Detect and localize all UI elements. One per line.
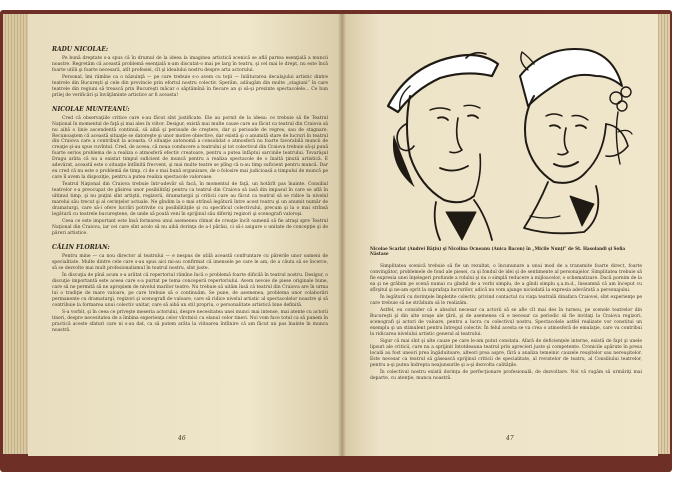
paragraph: În colectivul nostru există dorinţa de perfecţionare profesională, de dezvoltare. Noi vă rugăm să urmăriţi mai departe, cu atenţie, munca noastră. — [370, 370, 642, 382]
woman-portrait-sketch — [520, 49, 632, 233]
paragraph: Cred că observaţiile critice care s-au făcut sînt justificate. Ele au pornit de la ideea: ce trebuie să fie Teatrul Naţional în momentul de faţă şi mai ales în viitor. Desigur, există mai multe cauze care au făcut ca teatrul din Craiova să nu aibă o linie ascendentă continuă, să aibă şi perioade de creştere, dar şi perioade de regres, sau de stagnare. Recunoaştem că această situaţie se datoreşte şi unor motive obiective, dar există şi o anumită stare de lucruri în teatrul din Craiova care a contribuit la aceasta. O situaţie autonomă a consolidat o atmosferă nu foarte favorabilă muncii de creaţie şi-au spus cuvîntul. Cred, de aceea, că noua conducere a teatrului şi tot colectivul din Craiova trebuie să-şi pună foarte serios problema de a realiza o atmosferă efectiv creatoare, pentru a putea înfăptui sarcinile teatrului. Tovarăşul Dragu arăta că nu a existat timpul suficient de muncă pentru a realiza spectacole de o înaltă ţinută artistică. E adevărat, această este o situaţie întîlnită frecvent, şi mai multe teatre se plîng că n-au timp suficient pentru muncă. Dar eu cred că nu este o problemă de timp, ci de o mai bună organizare, de o folosire mai judicioasă a timpului de muncă pe care îl avem la dispoziţie, pentru a putea realiza spectacole valoroase. — [52, 115, 328, 180]
paragraph: Sigur că mai sînt şi alte cauze pe care le-am putut constata. Afară de deficienţele interne, există de fapt şi unele lipsuri ale criticii, care nu a sprijinit întotdeauna teatrul prin aprecieri juste şi competente. Cronicile apărute în presa locală au fost uneori prea îngăduitoare, alteori prea aspre, fără a analiza temeinic cauzele reuşitelor sau nereuşitelor. Este necesar ca teatrul să găsească sprijinul criticii de specialitate, al revistelor de teatru, al Consiliului teatrelor, pentru a-şi putea îndrepta neajunsurile şi a-şi dezvolta calităţile. — [370, 339, 642, 368]
left-page-text — [52, 46, 328, 335]
paragraph: Pe bună dreptate s-a spus că în drumul de la ideea la imaginea artistică scenică se află partea esenţială a muncii noastre. Regretăm că această problemă esenţială n-am discutat-o mai pe larg în teatru, şi cel mai le drept, nu este încă foarte utilă şi foarte necesară, atît profesiei, cît şi idealului nostru despre arta actorului. — [52, 56, 328, 73]
page-number: 46 — [178, 435, 186, 442]
paragraph: Ceea ce este important este însă formarea unui asemenea climat de creaţie încît oamenii să fie atraşi spre Teatrul Naţional din Craiova, iar cei care sînt acolo să nu aibă dorinţa de a-l părăsi, ci să-i asigure o unitate de concepţie şi de păreri artistice. — [52, 219, 328, 237]
section-heading: NICOLAE MUNTEANU: — [52, 105, 130, 113]
paragraph: Pentru mine — ca nou director al teatrului — e nespus de utilă această confruntare cu părerile unor oameni de specialitate. Multe dintre cele care s-au spus aici mi-au confirmat că imensele pe care le am, de a căuta să se încerce, să se dezvolte mai mult profesionalismul în teatrul nostru, sînt juste. — [52, 253, 328, 271]
right-page — [342, 14, 658, 456]
page-stack-left — [3, 14, 29, 454]
page-stack-right — [658, 14, 670, 454]
paragraph: Astfel, eu consider că e absolut necesar ca actorii să se afle cît mai des în turneu, pe scenele teatrelor din Bucureşti şi din alte oraşe ale ţării, şi de asemenea că e necesar ca periodic să fie invitaţi la Craiova regizori, scenografi şi actori de valoare, pentru a lucra cu colectivul nostru. Spectacolele astfel realizate vor constitui un exemplu şi un stimulent pentru întregul colectiv. În felul acesta se va crea o atmosferă de emulaţie, care va contribui la ridicarea nivelului artistic general al teatrului. — [370, 308, 642, 337]
section-heading: RADU NICOLAE: — [52, 46, 109, 53]
sketch-illustration — [370, 36, 642, 244]
book-gutter — [338, 14, 346, 456]
paragraph: Simplitatea scenică trebuie să fie un rezultat, o încununare a unui mod de a transmite foarte direct, foarte convingător, problemele de fond ale piesei, ca şi fondul de idei şi de sentimente al personajelor. Simplitatea trebuie să fie expresia unei înţelegeri profunde a rolului şi nu o simplă reducere a mijloacelor, o schematizare. Dacă pornim de la ea şi ne grăbim pe scenă numai cu gîndul de a vorbi simplu, de a gîndi simplu ş.a.m.d., înseamnă că am început cu sfîrşitul şi ne-am oprit la suprafaţa lucrurilor, adică nu vom ajunge niciodată la expresia adevărată a personajului. — [370, 264, 642, 293]
page-number: 47 — [506, 435, 514, 442]
paragraph: Teatrul Naţional din Craiova trebuie într-adevăr să facă, în momentul de faţă, un hotărît pas înainte. Consiliul teatrelor s-a preocupat de găsirea unor posibilităţi pentru ca teatrul din Craiova să iasă din impasul în care se află în ultimul timp, şi nu puţini sînt artiştii, regizorii, dramaturgii şi criticii care au făcut ca teatrul să se ridice la nivelul marelui său trecut şi al cerinţelor actuale. Ne gîndim la o mai strînsă legătură între acest teatru şi un anumit număr de dramaturgi, care să-i ofere lucrări potrivite cu posibilităţile şi cu specificul colectivului, precum şi la o mai strînsă legătură cu teatrele bucureştene, de unde să poată veni în sprijinul său diferiţi regizori şi scenografi valoroşi. — [52, 182, 328, 217]
paragraph: Personal, îmi rămîne ca o năzuinţă — pe care trebuie s-o avem cu toţii — înlăturarea decalajului artistic dintre teatrele din Bucureşti şi cele din provincie prin efortul nostru colectiv. Sperăm, adăugăm din multe „stagiuni” în care teatrele din regiuni să trească prin Bucureşti măcar o săptămînă în fiecare an şi să-şi prezinte spectacolele... Ce bun prilej de verificări şi învăţăminte artistice ar fi aceasta! — [52, 75, 328, 98]
left-page — [28, 14, 342, 456]
caption-text: Nicolae Scarlat (Andrei Bâţiu) şi Nicolina Ocneanu (Anica Bacon) în „Micile Nunţi” de St. Hasolandi şi Sofia Năstase — [370, 246, 626, 257]
paragraph: În legătură cu dorinţele împletite colectiv, privind contactul cu viaţa teatrală dinafara Craiovei, sînt experienţe pe care trebuie să ne străduim să le realizăm. — [370, 295, 642, 306]
right-page-text — [370, 264, 642, 384]
paragraph: În discuţia de pînă acum s-a arătat că repertoriul rămîne încă o problemă foarte dificilă în teatrul nostru. Desigur, o discuţie importantă este aceea care s-a purtat pe tema conceperii repertoriului. Avem nevoie de piese originale bune, care să ne permită să ne apropiem de nivelul marilor teatre. Nu trebuie să uităm însă că teatrul din Craiova are în urma lui o tradiţie de mare valoare, pe care trebuie să o continuăm. Se pune, de asemenea, problema unor colaborări permanente cu dramaturgi, regizori şi scenografi de valoare, care să ridice nivelul artistic al spectacolelor noastre şi să contribuie la formarea unui colectiv unitar, care să aibă un stil propriu, o personalitate artistică bine definită. — [52, 273, 328, 308]
man-portrait-sketch — [388, 53, 498, 240]
illustration-caption — [370, 246, 640, 256]
section-heading: CĂLIN FLORIAN: — [52, 243, 110, 251]
paragraph: S-a vorbit, şi în ceea ce priveşte meseria actorului, despre necesitatea unei munci mai intense, mai atente cu actorii tineri, despre necesitatea de a îmbina experienţa celor vîrstnici cu elanul celor tineri. Noi vom face totul ca să punem în practică aceste sfaturi care ni s-au dat, ca să putem arăta la viitoarea întîlnire că am făcut un pas înainte în munca noastră. — [52, 310, 328, 333]
